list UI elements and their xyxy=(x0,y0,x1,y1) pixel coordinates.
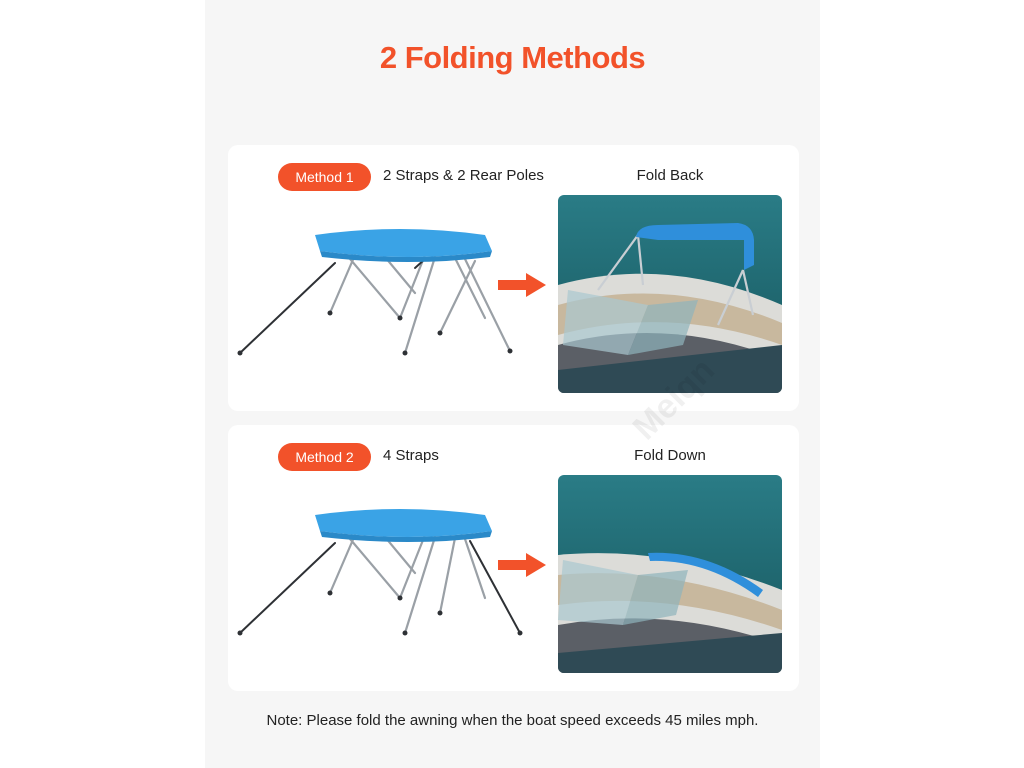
method-1-card xyxy=(228,145,799,411)
method-1-result-label: Fold Back xyxy=(636,167,704,184)
bimini-frame-illustration xyxy=(230,223,530,368)
method-1-badge: Method 1 xyxy=(278,163,371,191)
method-2-result-label: Fold Down xyxy=(634,447,706,464)
method-2-badge: Method 2 xyxy=(278,443,371,471)
page-title: 2 Folding Methods xyxy=(379,40,646,75)
method-2-card xyxy=(228,425,799,691)
bimini-frame-illustration xyxy=(230,503,530,648)
arrow-right-icon xyxy=(498,273,546,297)
infographic-canvas xyxy=(205,0,820,768)
method-1-description: 2 Straps & 2 Rear Poles xyxy=(383,167,544,184)
speed-note: Note: Please fold the awning when the boat speed exceeds 45 miles mph. xyxy=(266,712,759,729)
method-2-description: 4 Straps xyxy=(383,447,439,464)
fold-down-photo xyxy=(558,475,782,673)
arrow-right-icon xyxy=(498,553,546,577)
fold-back-photo xyxy=(558,195,782,393)
